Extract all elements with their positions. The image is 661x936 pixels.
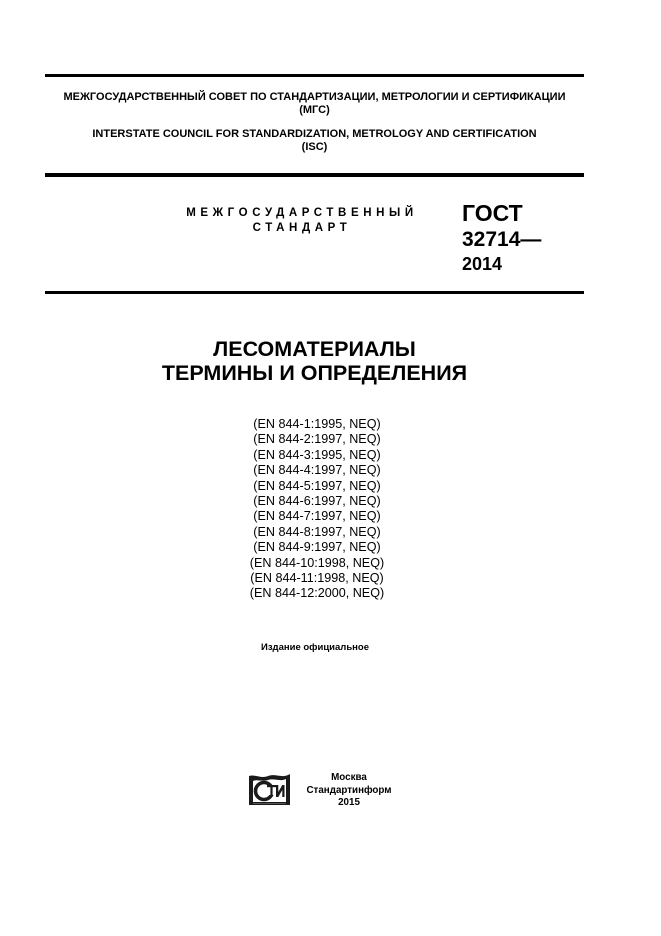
council-name-ru — [45, 91, 584, 117]
reference-item: (EN 844-1:1995, NEQ) — [253, 417, 381, 431]
standard-kind-line1: МЕЖГОСУДАРСТВЕННЫЙ — [186, 207, 418, 219]
designation-number: 32714— — [462, 228, 542, 251]
standard-kind-line2: СТАНДАРТ — [252, 222, 352, 234]
title-line1: ЛЕСОМАТЕРИАЛЫ — [213, 337, 416, 361]
lower-rule — [45, 291, 584, 294]
publisher-block — [294, 772, 404, 810]
standard-designation — [462, 200, 541, 275]
reference-item: (EN 844-7:1997, NEQ) — [253, 509, 381, 524]
document-title — [45, 337, 584, 385]
publisher-year: 2015 — [338, 797, 360, 808]
designation-year: 2014 — [462, 254, 503, 274]
reference-item: (EN 844-8:1997, NEQ) — [253, 524, 381, 539]
council-name-en — [45, 128, 584, 154]
reference-item: (EN 844-10:1998, NEQ) — [249, 555, 385, 570]
council-name-en-text: INTERSTATE COUNCIL FOR STANDARDIZATION, METROLOGY AND CERTIFICATION — [92, 128, 537, 140]
reference-item: (EN 844-9:1997, NEQ) — [253, 540, 381, 555]
reference-item: (EN 844-11:1998, NEQ) — [250, 571, 384, 586]
publisher-city: Москва — [331, 772, 367, 783]
reference-item: (EN 844-4:1997, NEQ) — [253, 463, 381, 478]
middle-rule — [45, 173, 584, 177]
designation-prefix: ГОСТ — [462, 200, 523, 226]
title-line2: ТЕРМИНЫ И ОПРЕДЕЛЕНИЯ — [161, 361, 468, 385]
standard-kind — [150, 206, 450, 236]
reference-item: (EN 844-3:1995, NEQ) — [253, 447, 381, 462]
reference-item: (EN 844-12:2000, NEQ) — [249, 586, 385, 601]
top-rule — [45, 74, 584, 77]
standartinform-logo-icon — [246, 772, 293, 808]
council-abbr-ru: (МГС) — [299, 104, 330, 116]
reference-standards-list — [217, 417, 417, 602]
publisher-name: Стандартинформ — [306, 784, 392, 796]
edition-label: Издание официальное — [261, 642, 369, 653]
reference-item: (EN 844-2:1997, NEQ) — [253, 432, 381, 447]
reference-item: (EN 844-6:1997, NEQ) — [253, 494, 381, 509]
reference-item: (EN 844-5:1997, NEQ) — [253, 478, 381, 493]
council-abbr-en: (ISC) — [301, 141, 328, 153]
council-name-ru-text: МЕЖГОСУДАРСТВЕННЫЙ СОВЕТ ПО СТАНДАРТИЗАЦИИ, МЕТРОЛОГИИ И СЕРТИФИКАЦИИ — [63, 91, 566, 103]
